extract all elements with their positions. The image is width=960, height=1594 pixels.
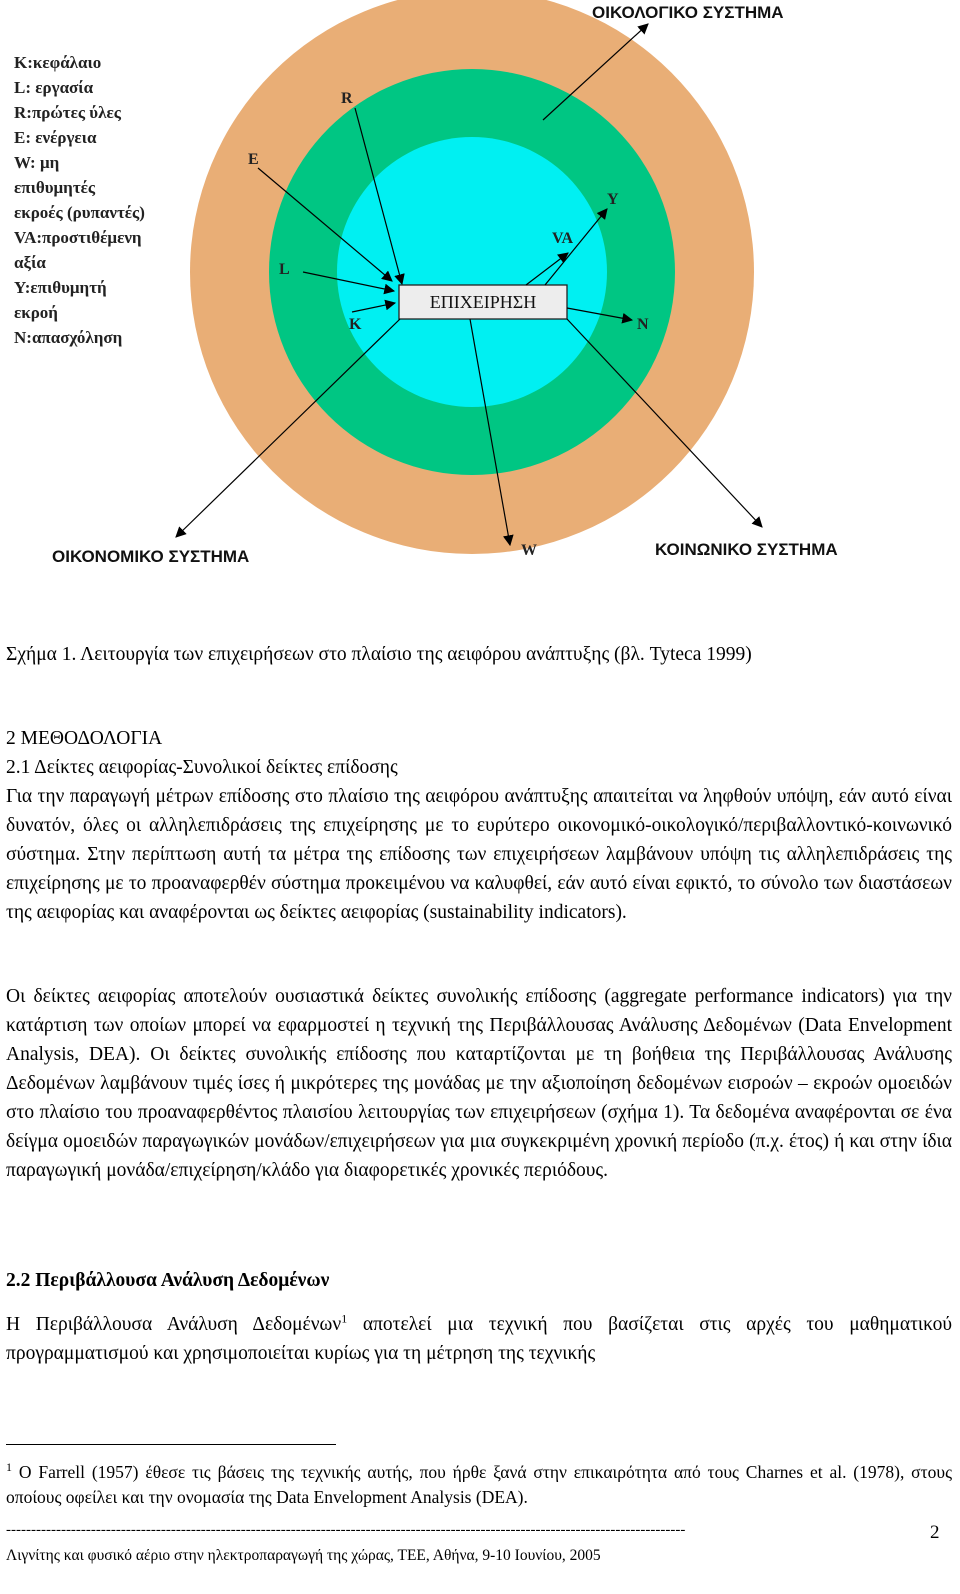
legend-line: εκροή [14,303,58,322]
legend-line: E: ενέργεια [14,128,97,147]
label-N: N [637,316,649,333]
legend-line: επιθυμητές [14,178,96,197]
legend-line: N:απασχόληση [14,328,123,347]
paragraph-3-rest: αποτελεί μια τεχνική που βασίζεται στις αρχές του μαθηματικού προγραμματισμού και χρησιμοποιείται κυρίως για τη μέτρηση της τεχνικής [6,1314,952,1364]
inner-circle [337,137,607,407]
footnote-ref: 1 [341,1311,348,1326]
page-footer: Λιγνίτης και φυσικό αέριο στην ηλεκτροπαραγωγή της χώρας, ΤΕΕ, Αθήνα, 9-10 Ιουνίου, 2005 [6,1547,601,1564]
label-VA: VA [552,230,574,247]
paragraph-3 [6,1310,952,1368]
legend-line: K:κεφάλαιο [14,53,102,72]
label-R: R [341,90,353,107]
footnote-number: 1 [6,1460,12,1475]
footnote-rule [6,1444,336,1445]
center-box-label: ΕΠΙΧΕΙΡΗΣΗ [429,292,537,312]
label-social-system: ΚΟΙΝΩΝΙΚΟ ΣΥΣΤΗΜΑ [655,540,838,559]
label-E: E [248,151,259,168]
label-Y: Y [607,191,619,208]
paragraph-3-start: Η Περιβάλλουσα Ανάλυση Δεδομένων [6,1314,342,1335]
footnote-text: O Farrell (1957) έθεσε τις βάσεις της τεχνικής αυτής, που ήρθε ξανά στην επικαιρότητα από τους Charnes et al. (1978), στους οποίους οφείλει και την ονομασία της Data Envelopment Analysis (DEA). [6,1462,952,1507]
legend-line: R:πρώτες ύλες [14,103,121,122]
paragraph-2: Οι δείκτες αειφορίας αποτελούν ουσιαστικά δείκτες συνολικής επίδοσης (aggregate performance indicators) για την κατάρτιση των οποίων μπορεί να εφαρμοστεί η τεχνική της Περιβάλλουσας Ανάλυσης Δεδομένων (Data Envelopment Analysis, DEA). Οι δείκτες συνολικής επίδοσης που καταρτίζονται με τη βοήθεια της Περιβάλλουσας Ανάλυσης Δεδομένων λαμβάνουν τιμές ίσες ή μικρότερες της μονάδας με την αξιοποίηση δεδομένων εισροών – εκροών ομοειδών στο πλαίσιο του προαναφερθέντος πλαισίου λειτουργίας των επιχειρήσεων (σχήμα 1). Τα δεδομένα αναφέρονται σε ένα δείγμα ομοειδών παραγωγικών μονάδων/επιχειρήσεων για μια συγκεκριμένη χρονική περίοδο (π.χ. έτος) ή και στην ίδια παραγωγική μονάδα/επιχείρηση/κλάδο για διαφορετικές χρονικές περιόδους. [6,986,952,1181]
figure-legend [14,50,145,350]
legend-line: W: μη [14,153,60,172]
legend-line: VA:προστιθέμενη [14,228,142,247]
footnote [6,1460,952,1510]
label-K: K [349,316,362,333]
label-economic-system: ΟΙΚΟΝΟΜΙΚΟ ΣΥΣΤΗΜΑ [52,547,250,566]
figure-1 [0,0,960,600]
label-ecological-system: ΟΙΚΟΛΟΓΙΚΟ ΣΥΣΤΗΜΑ [592,3,784,22]
figure-caption: Σχήμα 1. Λειτουργία των επιχειρήσεων στο πλαίσιο της αειφόρου ανάπτυξης (βλ. Tyteca 1999) [6,644,752,665]
legend-line: εκροές (ρυπαντές) [14,203,145,222]
label-W: W [521,542,537,559]
subsection-heading-2-1: 2.1 Δείκτες αειφορίας-Συνολικοί δείκτες επίδοσης [6,757,398,778]
paragraph-1: Για την παραγωγή μέτρων επίδοσης στο πλαίσιο της αειφόρου ανάπτυξης απαιτείται να ληφθούν υπόψη, εάν αυτό είναι δυνατόν, όλες οι αλληλεπιδράσεις της επιχείρησης με το ευρύτερο οικονομικό-οικολογικό/περιβαλλοντικό-κοινωνικό σύστημα. Στην περίπτωση αυτή τα μέτρα της επίδοσης των επιχειρήσεων λαμβάνουν υπόψη τις αλληλεπιδράσεις της επιχείρησης με το προαναφερθέν σύστημα προκειμένου να καλυφθεί, εάν αυτό είναι εφικτό, το σύνολο των διαστάσεων της αειφορίας και αναφέρονται ως δείκτες αειφορίας (sustainability indicators). [6,786,952,923]
legend-line: Y:επιθυμητή [14,278,107,297]
legend-line: L: εργασία [14,78,94,97]
subsection-heading-2-2: 2.2 Περιβάλλουσα Ανάλυση Δεδομένων [6,1270,330,1291]
legend-line: αξία [14,253,46,272]
label-L: L [279,261,290,278]
section-heading: 2 ΜΕΘΟΔΟΛΟΓΙΑ [6,728,163,749]
footer-dashes: ---------------------------------------------------------------------------------------------------------------------------------------- [6,1522,686,1538]
page-number: 2 [930,1522,940,1543]
